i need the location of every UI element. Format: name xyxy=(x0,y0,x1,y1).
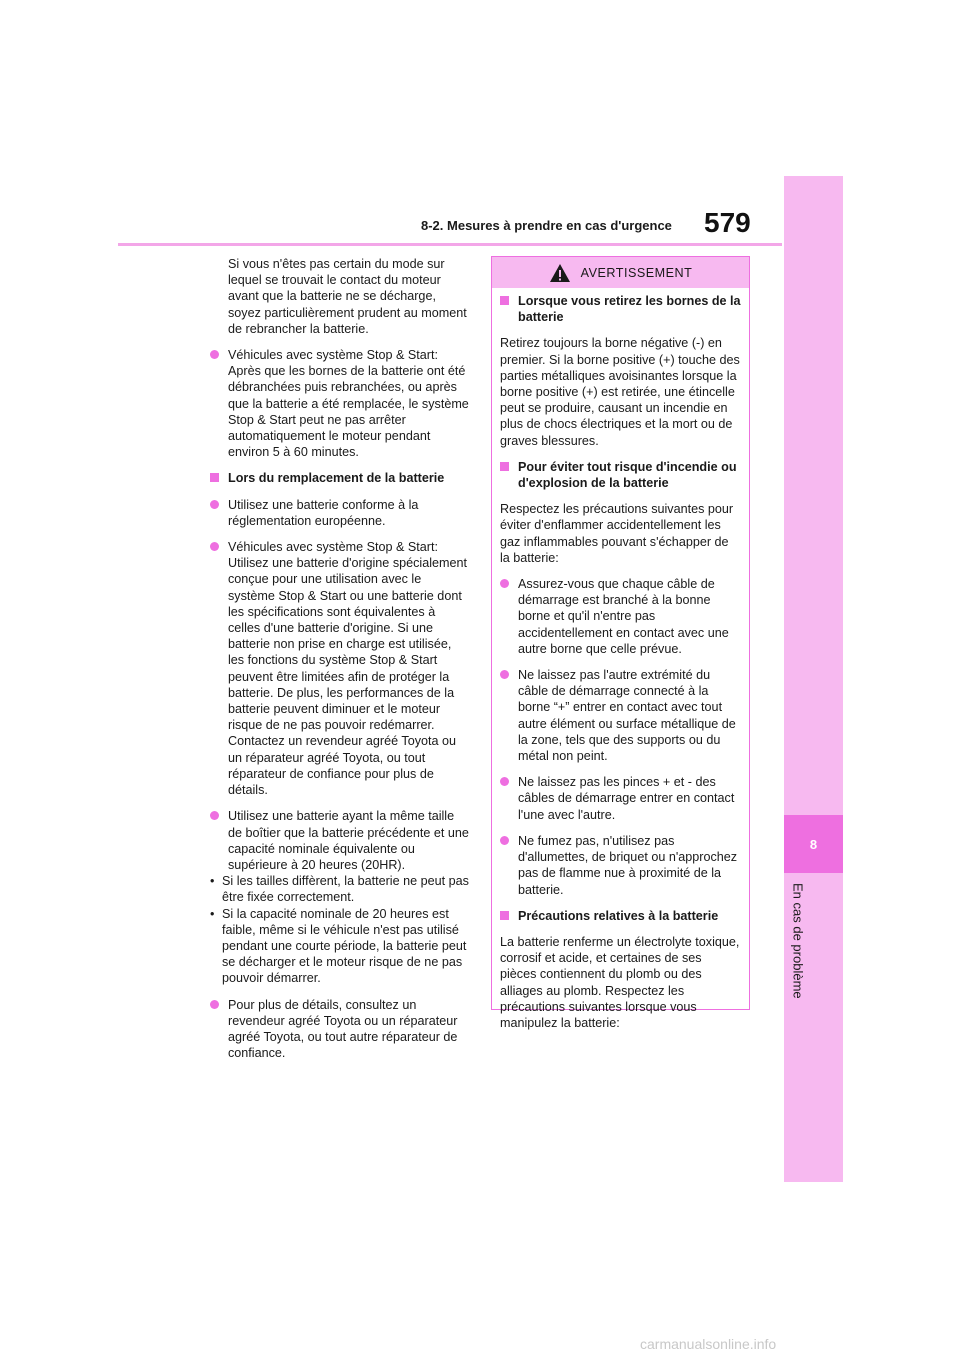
list-item xyxy=(210,497,470,529)
bullet-dot-icon xyxy=(210,350,219,359)
item-text: Utilisez une batterie conforme à la réglementation européenne. xyxy=(228,497,419,528)
list-item xyxy=(210,997,470,1062)
left-column xyxy=(210,256,470,1071)
bullet-dot-icon xyxy=(210,500,219,509)
section-heading xyxy=(210,470,470,486)
heading-square-icon xyxy=(210,473,219,482)
warning-box xyxy=(491,256,750,1030)
warning-paragraph: La batterie renferme un électrolyte toxique, corrosif et acide, et certaines de ses pièces contiennent du plomb ou des alliages au plomb. Respectez les précautions suivantes lorsque vous manipulez la batterie: xyxy=(500,934,740,1030)
warning-header xyxy=(492,257,749,288)
watermark: carmanualsonline.info xyxy=(640,1336,777,1352)
bullet-dot-icon xyxy=(500,836,509,845)
intro-paragraph: Si vous n'êtes pas certain du mode sur lequel se trouvait le contact du moteur avant que la batterie ne se décharge, soyez particulièrement prudent au moment de rebrancher la batterie. xyxy=(228,257,467,336)
chapter-side-tab xyxy=(784,176,843,1182)
header-rule xyxy=(118,243,782,246)
sub-bullet: • Si la capacité nominale de 20 heures est faible, même si le véhicule n'est pas utilisé pendant une courte période, la batterie peut se décharger et le moteur risque de ne pas pouvoir démarrer. xyxy=(210,906,470,987)
item-text: Ne laissez pas les pinces + et - des câbles de démarrage entrer en contact l'une avec l'autre. xyxy=(518,775,735,822)
heading-square-icon xyxy=(500,911,509,920)
heading-text: Lorsque vous retirez les bornes de la batterie xyxy=(518,294,741,325)
section-heading xyxy=(500,908,741,924)
bullet-dot-icon xyxy=(500,670,509,679)
sub-bullet-text: Si les tailles diffèrent, la batterie ne peut pas être fixée correctement. xyxy=(222,874,469,905)
bullet-dot-icon xyxy=(500,777,509,786)
item-text: Pour plus de détails, consultez un revendeur agréé Toyota ou un réparateur agréé Toyota, ou tout autre réparateur de confiance. xyxy=(228,997,458,1061)
list-item xyxy=(500,774,741,823)
item-text: Utilisez une batterie ayant la même taille de boîtier que la batterie précédente et une capacité nominale équivalente ou supérieure à 20 heures (20HR). xyxy=(228,809,469,872)
list-item xyxy=(500,576,741,657)
bullet-dot-icon xyxy=(210,1000,219,1009)
item-text: Ne laissez pas l'autre extrémité du câble de démarrage connecté à la borne “+” entrer en contact avec tout autre élément ou surface métallique de la zone, tels que des supports ou du métal non peint. xyxy=(518,668,736,764)
warning-paragraph: Retirez toujours la borne négative (-) en premier. Si la borne positive (+) touche des parties métalliques avoisinantes lorsque la borne positive (+) est retirée, une étincelle peut se produire, causant un incendie en plus de chocs électriques et la mort ou de graves blessures. xyxy=(500,336,740,448)
chapter-number-tab[interactable] xyxy=(784,815,843,873)
heading-text: Lors du remplacement de la batterie xyxy=(228,471,445,486)
warning-triangle-icon xyxy=(549,263,571,283)
heading-text: Pour éviter tout risque d'incendie ou d'explosion de la batterie xyxy=(518,459,737,491)
section-heading xyxy=(500,293,741,325)
list-item xyxy=(500,833,741,898)
bullet-dot-icon xyxy=(500,579,509,588)
list-item xyxy=(210,808,470,986)
list-item xyxy=(210,539,470,798)
item-text: Ne fumez pas, n'utilisez pas d'allumettes, de briquet ou n'approchez pas de flamme nue à proximité de la batterie. xyxy=(518,833,738,897)
section-title: 8-2. Mesures à prendre en cas d'urgence xyxy=(421,218,672,233)
sub-bullet: • Si les tailles diffèrent, la batterie ne peut pas être fixée correctement. xyxy=(210,874,469,905)
chapter-title: En cas de problème xyxy=(790,883,806,999)
chapter-number: 8 xyxy=(809,836,818,852)
warning-paragraph: Respectez les précautions suivantes pour éviter d'enflammer accidentellement les gaz inflammables pouvant s'échapper de la batterie: xyxy=(500,502,734,565)
item-text: Assurez-vous que chaque câble de démarrage est branché à la bonne borne et qu'il n'entre pas accidentellement en contact avec une autre borne que celle prévue. xyxy=(518,577,729,656)
warning-title: AVERTISSEMENT xyxy=(580,265,693,280)
section-heading xyxy=(500,459,741,491)
list-item xyxy=(500,667,741,764)
heading-square-icon xyxy=(500,296,509,305)
heading-text: Précautions relatives à la batterie xyxy=(518,908,719,923)
bullet-dot-icon xyxy=(210,542,219,551)
sub-bullet-text: Si la capacité nominale de 20 heures est faible, même si le véhicule n'est pas utilisé pendant une courte période, la batterie peut se décharger et le moteur risque de ne pas pouvoir démarrer. xyxy=(222,906,467,986)
list-item xyxy=(210,347,470,460)
page-number: 579 xyxy=(704,207,751,238)
item-text: Véhicules avec système Stop & Start: Après que les bornes de la batterie ont été débranchées puis rebranchées, ou après que la batterie a été remplacée, le système Stop & Start peut ne pas arrêter automatiquement le moteur pendant environ 5 à 60 minutes. xyxy=(228,348,469,460)
item-text: Véhicules avec système Stop & Start: Utilisez une batterie d'origine spécialement conçue pour une utilisation avec le système Stop & Start ou une batterie dont les spécifications sont équivalentes à celles d'une batterie d'origine. Si une batterie non prise en charge est utilisée, les fonctions du système Stop & Start peuvent être limitées afin de protéger la batterie. De plus, les performances de la batterie peuvent diminuer et le moteur risque de ne pas pouvoir redémarrer. Contactez un revendeur agréé Toyota ou un réparateur agréé Toyota, ou tout réparateur de confiance pour plus de détails. xyxy=(228,540,468,798)
bullet-dot-icon xyxy=(210,811,219,820)
heading-square-icon xyxy=(500,462,509,471)
